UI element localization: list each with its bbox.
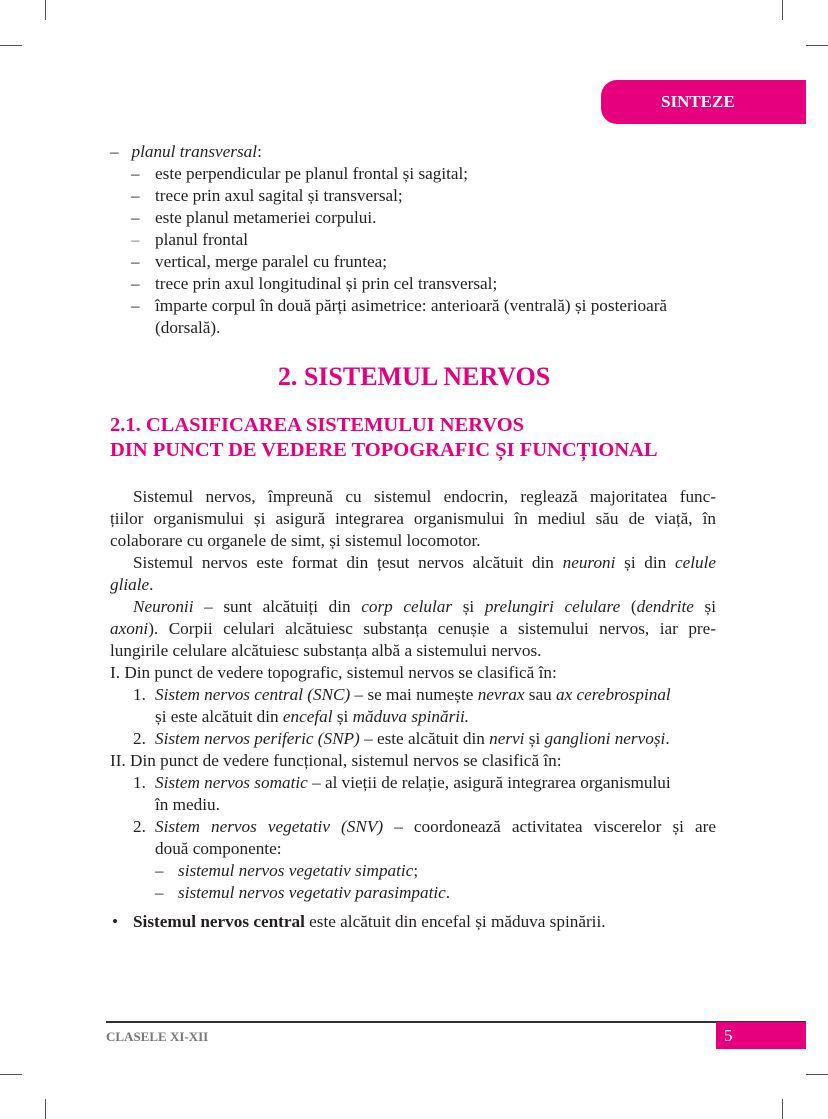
dash-icon: – [131, 274, 140, 293]
paragraph-line: lungirile celulare alcătuiesc substanța albă a sistemului nervos. [110, 641, 542, 660]
list-item: Sistem nervos central (SNC) – se mai numește nevrax sau ax cerebrospinal [155, 685, 671, 704]
crop-mark [782, 1099, 783, 1119]
list-number: 1. [133, 685, 146, 704]
dash-icon: – [131, 252, 140, 271]
crop-mark [45, 1099, 46, 1119]
page-number: 5 [716, 1022, 806, 1049]
list-item: Sistem nervos periferic (SNP) – este alcătuit din nervi și ganglioni nervoși. [155, 729, 670, 748]
list-item: trece prin axul sagital și transversal; [155, 186, 403, 205]
list-item: – planul transversal: [110, 142, 262, 161]
paragraph-line: axoni). Corpii celulari alcătuiesc substanța cenușie a sistemului nervos, iar pre- [110, 619, 716, 638]
paragraph-line: II. Din punct de vedere funcțional, sistemul nervos se clasifică în: [110, 751, 562, 770]
crop-mark [806, 45, 828, 46]
crop-mark [782, 0, 783, 20]
dash-icon: – [131, 230, 140, 249]
list-item-continuation: două componente: [155, 839, 282, 858]
paragraph-line: țiilor organismului și asigură integrarea organismului în mediul său de viață, în [110, 509, 716, 528]
paragraph-line: Neuronii – sunt alcătuiți din corp celular și prelungiri celulare (dendrite și [133, 597, 716, 616]
section-title: 2. SISTEMUL NERVOS [277, 362, 551, 391]
footer-label: CLASELE XI-XII [106, 1029, 209, 1044]
dash-icon: – [131, 208, 140, 227]
dash-icon: – [155, 861, 164, 880]
list-number: 2. [133, 729, 146, 748]
list-item: este perpendicular pe planul frontal și sagital; [155, 164, 469, 183]
section-tab [601, 80, 806, 124]
list-item-continuation: (dorsală). [155, 318, 221, 337]
list-item-continuation: în mediu. [155, 795, 220, 814]
list-item-continuation: și este alcătuit din encefal și măduva spinării. [155, 707, 470, 726]
list-item: sistemul nervos vegetativ parasimpatic. [178, 883, 451, 902]
crop-mark [0, 45, 22, 46]
bullet-icon: • [112, 912, 119, 931]
list-item: este planul metameriei corpului. [155, 208, 377, 227]
subsection-title: DIN PUNCT DE VEDERE TOPOGRAFIC ȘI FUNCȚIONAL [110, 439, 658, 461]
list-item: sistemul nervos vegetativ simpatic; [178, 861, 419, 880]
dash-icon: – [131, 164, 140, 183]
list-item: Sistem nervos somatic – al vieții de relație, asigură integrarea organismului [155, 773, 671, 792]
list-number: 1. [133, 773, 146, 792]
paragraph-line: gliale. [110, 575, 154, 594]
section-tab-label: SINTEZE [661, 92, 735, 111]
dash-icon: – [155, 883, 164, 902]
subsection-title: 2.1. CLASIFICAREA SISTEMULUI NERVOS [110, 414, 525, 436]
paragraph-line: colaborare cu organele de simt, și sistemul locomotor. [110, 531, 481, 550]
dash-icon: – [131, 186, 140, 205]
crop-mark [806, 1074, 828, 1075]
list-item: vertical, merge paralel cu fruntea; [155, 252, 388, 271]
list-item: trece prin axul longitudinal și prin cel transversal; [155, 274, 498, 293]
paragraph-line: I. Din punct de vedere topografic, sistemul nervos se clasifică în: [110, 663, 557, 682]
footer-divider [106, 1021, 806, 1023]
list-item: Sistemul nervos central este alcătuit din encefal și măduva spinării. [133, 912, 606, 931]
list-item: Sistem nervos vegetativ (SNV) – coordonează activitatea viscerelor și are [155, 817, 717, 836]
paragraph-line: Sistemul nervos este format din țesut nervos alcătuit din neuroni și din celule [133, 553, 716, 572]
list-item: împarte corpul în două părți asimetrice: anterioară (ventrală) și posterioară [155, 296, 668, 315]
list-number: 2. [133, 817, 146, 836]
crop-mark [45, 0, 46, 20]
dash-icon: – [131, 296, 140, 315]
paragraph-line: Sistemul nervos, împreună cu sistemul endocrin, reglează majoritatea func- [133, 487, 716, 506]
list-item: planul frontal [155, 230, 249, 249]
crop-mark [0, 1074, 22, 1075]
